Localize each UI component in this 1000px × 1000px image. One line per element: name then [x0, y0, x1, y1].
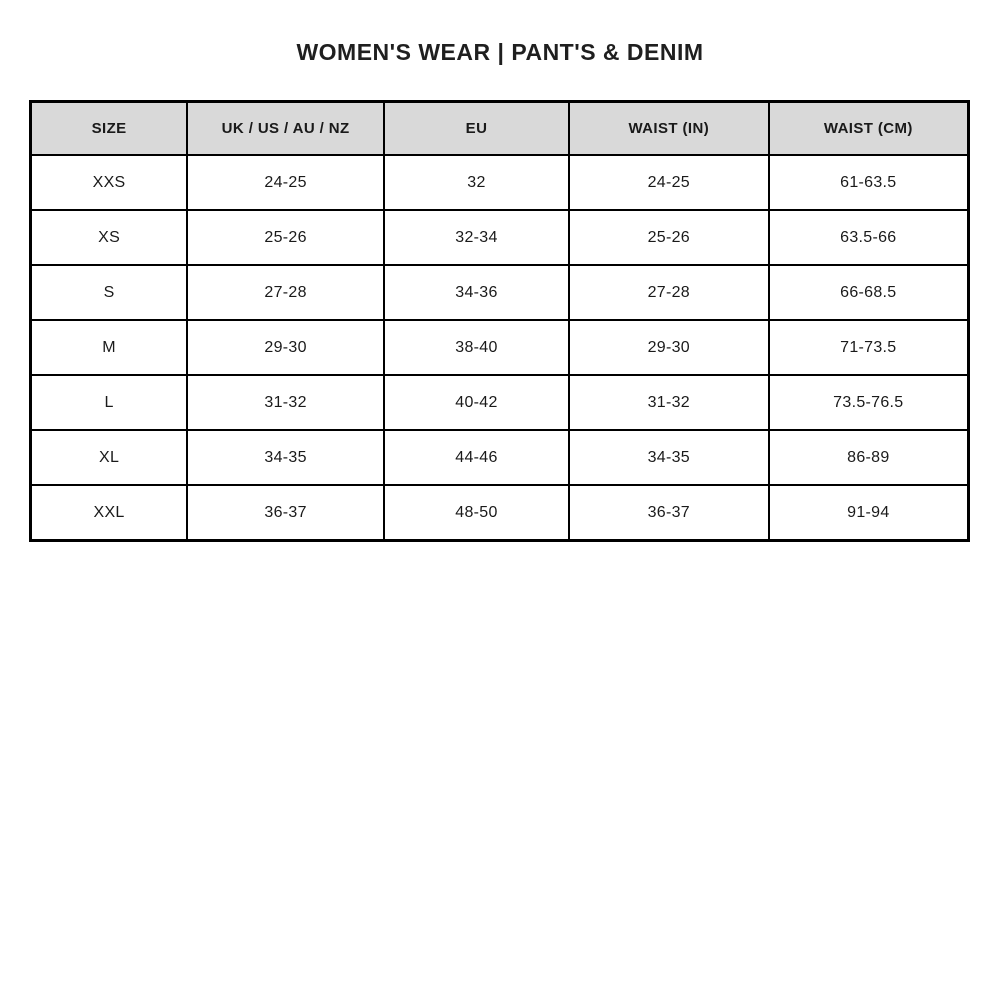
size-label-cell: XS — [31, 210, 188, 265]
column-header: SIZE — [31, 102, 188, 156]
size-label-cell: L — [31, 375, 188, 430]
table-row — [31, 320, 969, 375]
table-cell: 63.5-66 — [769, 210, 969, 265]
table-cell: 25-26 — [569, 210, 769, 265]
table-cell: 86-89 — [769, 430, 969, 485]
column-header: EU — [384, 102, 569, 156]
table-cell: 34-36 — [384, 265, 569, 320]
size-chart-table — [29, 100, 970, 542]
table-row — [31, 430, 969, 485]
table-cell: 34-35 — [187, 430, 384, 485]
size-label-cell: XL — [31, 430, 188, 485]
size-label-cell: XXS — [31, 155, 188, 210]
size-label-cell: XXL — [31, 485, 188, 541]
table-cell: 61-63.5 — [769, 155, 969, 210]
table-cell: 27-28 — [569, 265, 769, 320]
page-title: WOMEN'S WEAR | PANT'S & DENIM — [296, 39, 704, 65]
table-body — [31, 155, 969, 541]
table-cell: 34-35 — [569, 430, 769, 485]
table-cell: 27-28 — [187, 265, 384, 320]
size-label-cell: M — [31, 320, 188, 375]
table-row — [31, 375, 969, 430]
table-cell: 25-26 — [187, 210, 384, 265]
table-row — [31, 210, 969, 265]
table-header-row — [31, 102, 969, 156]
table-cell: 24-25 — [187, 155, 384, 210]
column-header: UK / US / AU / NZ — [187, 102, 384, 156]
table-cell: 31-32 — [569, 375, 769, 430]
table-cell: 48-50 — [384, 485, 569, 541]
table-row — [31, 155, 969, 210]
column-header: WAIST (CM) — [769, 102, 969, 156]
table-cell: 32-34 — [384, 210, 569, 265]
table-cell: 36-37 — [569, 485, 769, 541]
table-row — [31, 265, 969, 320]
table-cell: 44-46 — [384, 430, 569, 485]
table-cell: 73.5-76.5 — [769, 375, 969, 430]
table-cell: 29-30 — [569, 320, 769, 375]
table-row — [31, 485, 969, 541]
table-cell: 29-30 — [187, 320, 384, 375]
table-cell: 38-40 — [384, 320, 569, 375]
table-cell: 71-73.5 — [769, 320, 969, 375]
table-cell: 36-37 — [187, 485, 384, 541]
table-cell: 91-94 — [769, 485, 969, 541]
table-cell: 32 — [384, 155, 569, 210]
table-cell: 24-25 — [569, 155, 769, 210]
table-cell: 40-42 — [384, 375, 569, 430]
table-cell: 31-32 — [187, 375, 384, 430]
column-header: WAIST (IN) — [569, 102, 769, 156]
table-cell: 66-68.5 — [769, 265, 969, 320]
size-label-cell: S — [31, 265, 188, 320]
